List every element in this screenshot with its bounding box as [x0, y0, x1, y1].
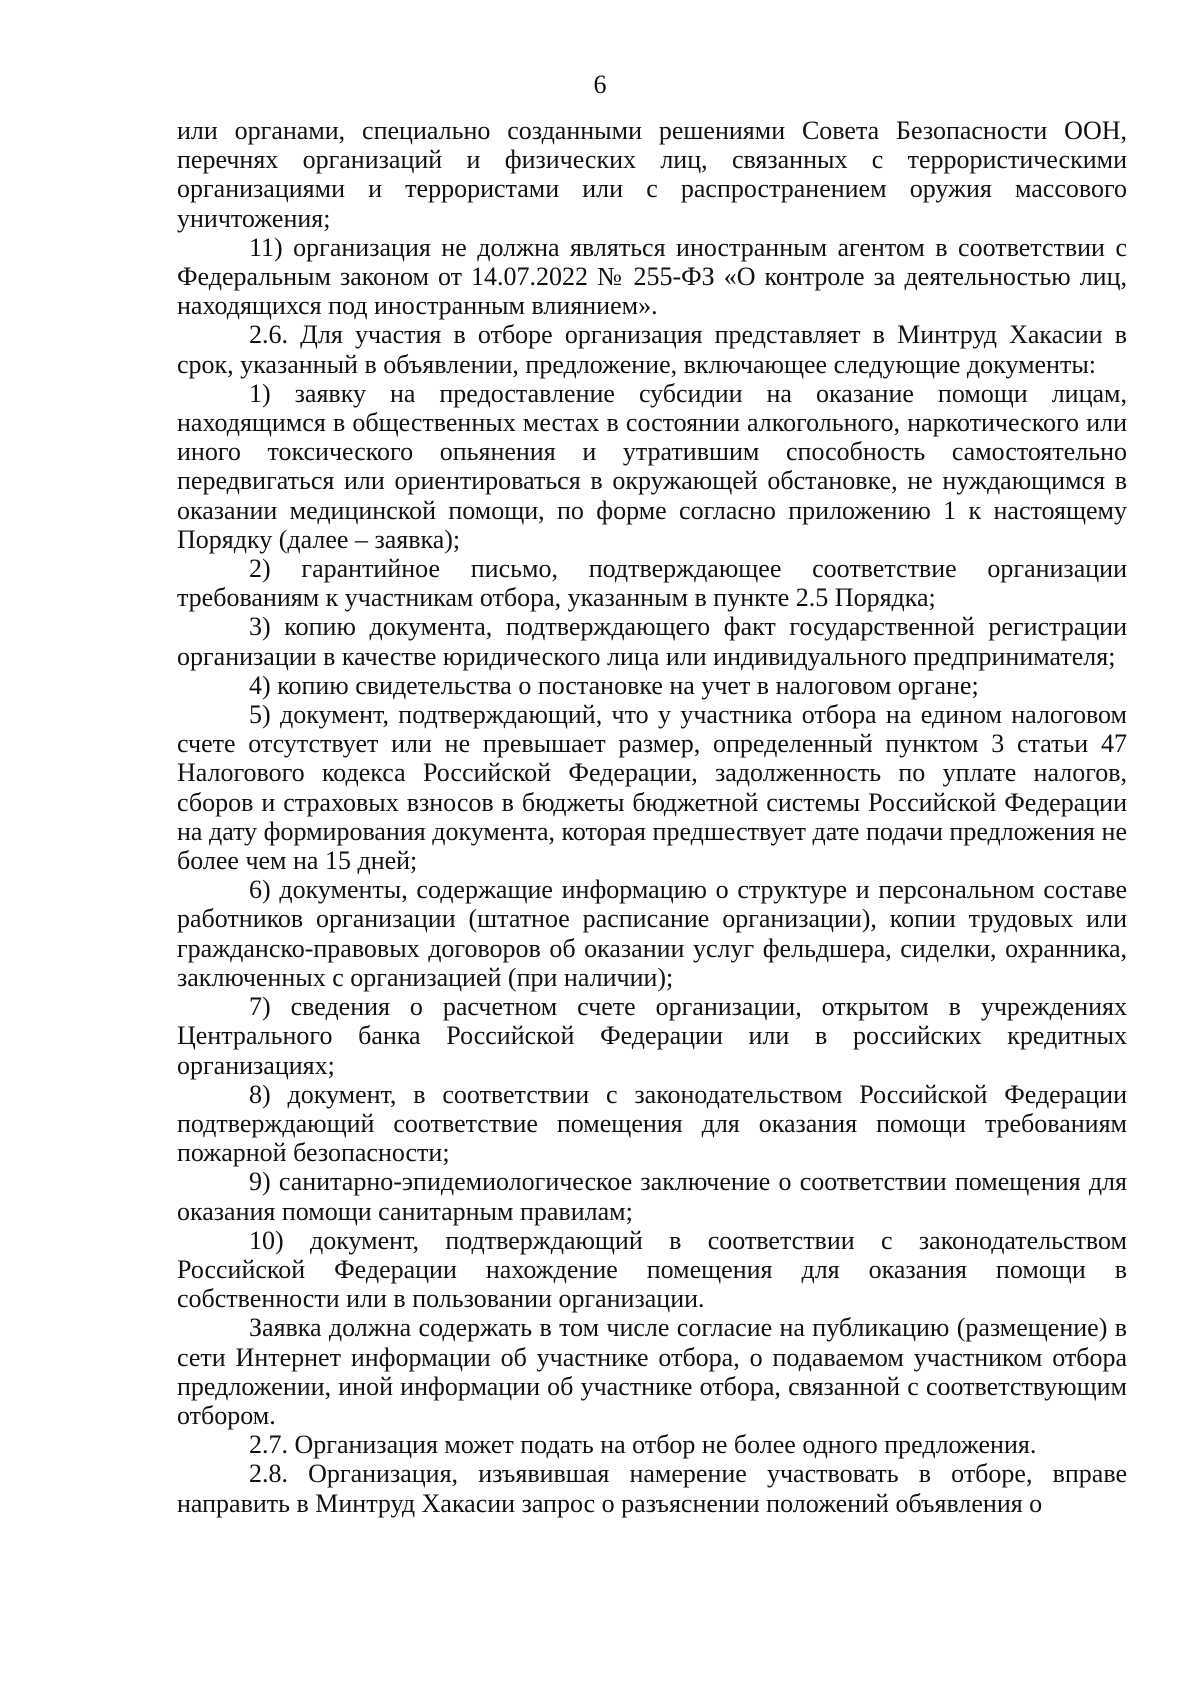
document-body	[177, 116, 1127, 1518]
paragraph-2-6-documents: 2.6. Для участия в отборе организация представляет в Минтруд Хакасии в срок, указанный в объявлении, предложение, включающее следующие документы:	[177, 320, 1127, 379]
paragraph-item-7-bank-account: 7) сведения о расчетном счете организации, открытом в учреждениях Центрального банка Российской Федерации или в российских кредитных организациях;	[177, 992, 1127, 1080]
page-number: 6	[593, 70, 607, 99]
paragraph-2-7-single-proposal: 2.7. Организация может подать на отбор не более одного предложения.	[249, 1430, 1037, 1460]
paragraph-sanctions-lists: или органами, специально созданными решениями Совета Безопасности ООН, перечнях организаций и физических лиц, связанных с террористическими организациями и террористами или с распространением оружия массового уничтожения;	[177, 116, 1127, 233]
paragraph-publication-consent: Заявка должна содержать в том числе согласие на публикацию (размещение) в сети Интернет информации об участнике отбора, о подаваемом участником отбора предложении, иной информации об участнике отбора, связанной с соответствующим отбором.	[177, 1313, 1127, 1430]
paragraph-item-2-guarantee-letter: 2) гарантийное письмо, подтверждающее соответствие организации требованиям к участникам отбора, указанным в пункте 2.5 Порядка;	[177, 554, 1127, 613]
paragraph-item-4-tax-certificate: 4) копию свидетельства о постановке на учет в налоговом органе;	[249, 670, 979, 700]
paragraph-item-3-registration-copy: 3) копию документа, подтверждающего факт государственной регистрации организации в качестве юридического лица или индивидуального предпринимателя;	[177, 612, 1127, 671]
paragraph-2-8-clarification-request: 2.8. Организация, изъявившая намерение участвовать в отборе, вправе направить в Минтруд Хакасии запрос о разъяснении положений объявления о	[177, 1459, 1127, 1518]
paragraph-item-11-foreign-agent: 11) организация не должна являться иностранным агентом в соответствии с Федеральным законом от 14.07.2022 № 255-ФЗ «О контроле за деятельностью лиц, находящихся под иностранным влиянием».	[177, 232, 1127, 321]
paragraph-item-8-fire-safety: 8) документ, в соответствии с законодательством Российской Федерации подтверждающий соответствие помещения для оказания помощи требованиям пожарной безопасности;	[177, 1079, 1127, 1168]
paragraph-item-1-application: 1) заявку на предоставление субсидии на оказание помощи лицам, находящимся в общественных местах в состоянии алкогольного, наркотического или иного токсического опьянения и утратившим способность самостоятельно передвигаться или ориентироваться в окружающей обстановке, не нуждающимся в оказании медицинской помощи, по форме согласно приложению 1 к настоящему Порядку (далее – заявка);	[177, 378, 1127, 554]
paragraph-item-9-sanitary-conclusion: 9) санитарно-эпидемиологическое заключение о соответствии помещения для оказания помощи санитарным правилам;	[177, 1167, 1127, 1226]
paragraph-item-10-premises-ownership: 10) документ, подтверждающий в соответствии с законодательством Российской Федерации нахождение помещения для оказания помощи в собственности или в пользовании организации.	[177, 1225, 1127, 1314]
paragraph-item-5-tax-debt: 5) документ, подтверждающий, что у участника отбора на едином налоговом счете отсутствует или не превышает размер, определенный пунктом 3 статьи 47 Налогового кодекса Российской Федерации, задолженность по уплате налогов, сборов и страховых взносов в бюджеты бюджетной системы Российской Федерации на дату формирования документа, которая предшествует дате подачи предложения не более чем на 15 дней;	[177, 700, 1127, 876]
paragraph-item-6-staff-documents: 6) документы, содержащие информацию о структуре и персональном составе работников организации (штатное расписание организации), копии трудовых или гражданско-правовых договоров об оказании услуг фельдшера, сиделки, охранника, заключенных с организацией (при наличии);	[177, 875, 1127, 992]
